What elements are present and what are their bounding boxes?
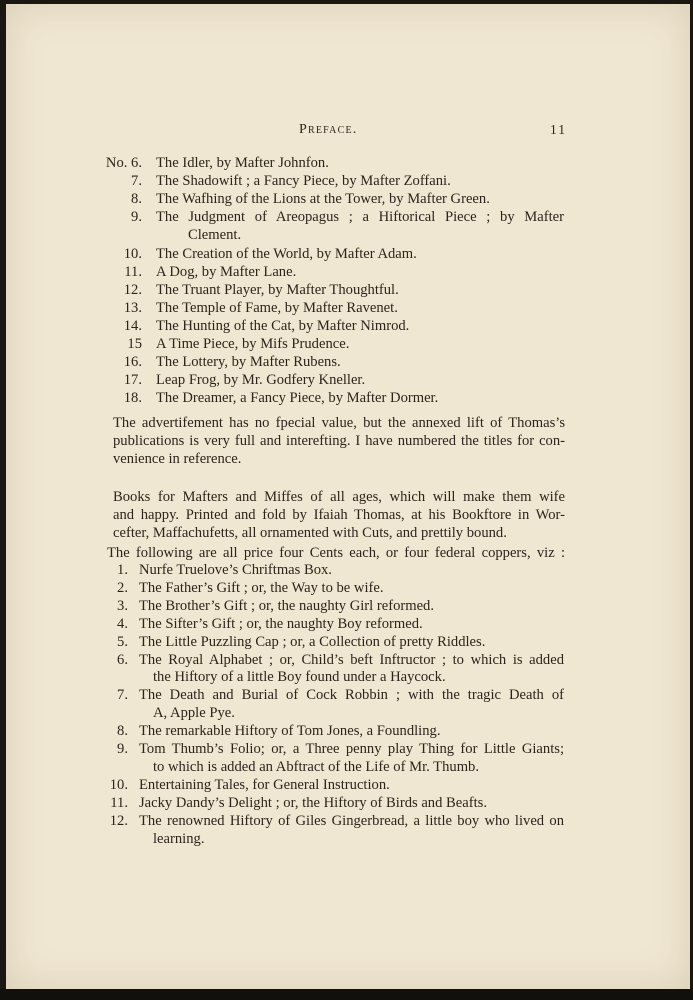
paragraph-advertisement bbox=[113, 414, 565, 468]
list-item-text: The Temple of Fame, by Mafter Ravenet. bbox=[156, 299, 398, 316]
list-item-number: 14. bbox=[123, 317, 142, 334]
list-item-number: 7. bbox=[117, 687, 128, 704]
running-title: Preface. bbox=[299, 122, 358, 137]
paragraph-line: Books for Mafters and Miffes of all ages, which will make them wife bbox=[113, 489, 565, 505]
list-item-text: The Truant Player, by Mafter Thoughtful. bbox=[156, 281, 399, 298]
paragraph-line: publications is very full and interefting. I have numbered the titles for con- bbox=[113, 433, 565, 449]
list-item-text: The Wafhing of the Lions at the Tower, by Mafter Green. bbox=[156, 191, 490, 208]
price-line bbox=[107, 544, 565, 562]
paragraph-books-advert bbox=[113, 488, 565, 542]
list-item-continuation: to which is added an Abftract of the Life of Mr. Thumb. bbox=[153, 758, 479, 775]
list-item-text: Nurfe Truelove’s Chriftmas Box. bbox=[139, 562, 332, 578]
list-item-text: Entertaining Tales, for General Instruction. bbox=[139, 776, 390, 793]
list-item-continuation: Clement. bbox=[188, 227, 242, 244]
list-item-text: The Death and Burial of Cock Robbin ; with the tragic Death of bbox=[139, 687, 564, 704]
list-item-text: Tom Thumb’s Folio; or, a Three penny play Thing for Little Giants; bbox=[139, 741, 564, 757]
list-item-text: The Little Puzzling Cap ; or, a Collection of pretty Riddles. bbox=[139, 633, 486, 650]
list-item-number: 1. bbox=[117, 562, 128, 578]
paragraph-line: and happy. Printed and fold by Ifaiah Thomas, at his Bookftore in Wor- bbox=[113, 507, 565, 523]
list-item-number: 9. bbox=[131, 209, 142, 226]
page-bottom-edge bbox=[0, 989, 693, 1000]
list-item-number: 3. bbox=[117, 597, 128, 614]
list-item-number: 5. bbox=[117, 633, 128, 650]
list-item-text: The Creation of the World, by Mafter Adam. bbox=[156, 245, 417, 262]
list-item-text: A Time Piece, by Mifs Prudence. bbox=[156, 336, 350, 352]
list-item-text: The remarkable Hiftory of Tom Jones, a Foundling. bbox=[139, 723, 441, 740]
list-item-text: The Sifter’s Gift ; or, the naughty Boy reformed. bbox=[139, 615, 423, 632]
list-item-number: 13. bbox=[123, 299, 142, 316]
book-page bbox=[6, 4, 690, 989]
price-text: The following are all price four Cents each, or four federal coppers, viz : bbox=[107, 545, 565, 561]
list-item-text: Leap Frog, by Mr. Godfery Kneller. bbox=[156, 372, 366, 389]
list-item-number: 2. bbox=[117, 579, 128, 596]
list-item-number: 12. bbox=[109, 812, 128, 829]
list-item-number: No. 6. bbox=[105, 155, 142, 171]
list-item-continuation: A, Apple Pye. bbox=[153, 705, 235, 722]
list-item-number: 10. bbox=[109, 776, 128, 793]
list-item-text: The Idler, by Mafter Johnfon. bbox=[156, 155, 329, 171]
page-number: 11 bbox=[550, 122, 567, 137]
list-item-number: 10. bbox=[123, 245, 142, 262]
paragraph-line: The advertifement has no fpecial value, but the annexed lift of Thomas’s bbox=[113, 415, 565, 431]
list-item-number: 7. bbox=[131, 173, 142, 190]
list-item-text: The Father’s Gift ; or, the Way to be wife. bbox=[139, 579, 384, 596]
paragraph-line: venience in reference. bbox=[113, 451, 242, 467]
list-item-text: The Dreamer, a Fancy Piece, by Mafter Dormer. bbox=[156, 390, 439, 407]
page-header bbox=[6, 122, 690, 142]
list-item-text: The renowned Hiftory of Giles Gingerbread, a little boy who lived on bbox=[139, 812, 564, 829]
list-item-number: 12. bbox=[123, 281, 142, 298]
list-item-text: The Judgment of Areopagus ; a Hiftorical Piece ; by Mafter bbox=[156, 209, 564, 226]
list-item-text: The Shadowift ; a Fancy Piece, by Mafter Zoffani. bbox=[156, 173, 451, 190]
list-item-number: 11. bbox=[110, 794, 128, 811]
list-item-number: 15 bbox=[127, 336, 142, 352]
list-item-text: The Lottery, by Mafter Rubens. bbox=[156, 354, 341, 371]
list-item-number: 9. bbox=[117, 741, 128, 757]
list-item-continuation: learning. bbox=[153, 830, 205, 847]
list-item-number: 8. bbox=[131, 191, 142, 208]
list-item-number: 6. bbox=[117, 651, 128, 668]
list-item-text: The Royal Alphabet ; or, Child’s beft Inftructor ; to which is added bbox=[139, 651, 564, 668]
list-item-number: 18. bbox=[123, 390, 142, 407]
list-item-text: The Brother’s Gift ; or, the naughty Girl reformed. bbox=[139, 597, 434, 614]
list-item-text: A Dog, by Mafter Lane. bbox=[156, 263, 297, 280]
list-item-text: The Hunting of the Cat, by Mafter Nimrod. bbox=[156, 317, 410, 334]
list-item-text: Jacky Dandy’s Delight ; or, the Hiftory of Birds and Beafts. bbox=[139, 794, 487, 811]
paragraph-line: cefter, Maffachufetts, all ornamented with Cuts, and prettily bound. bbox=[113, 525, 507, 541]
list-item-continuation: the Hiftory of a little Boy found under a Haycock. bbox=[153, 669, 446, 686]
list-item-number: 8. bbox=[117, 723, 128, 740]
list-item-number: 4. bbox=[117, 615, 128, 632]
list-item-number: 17. bbox=[123, 372, 142, 389]
list-item-number: 11. bbox=[124, 263, 142, 280]
list-item-number: 16. bbox=[123, 354, 142, 371]
